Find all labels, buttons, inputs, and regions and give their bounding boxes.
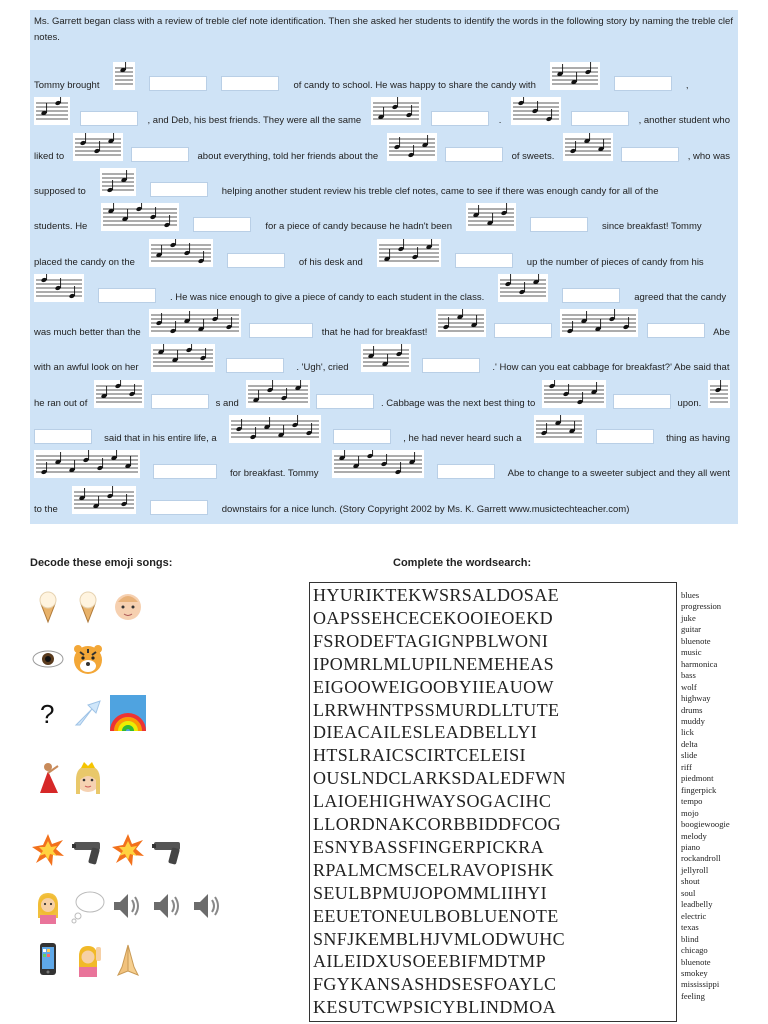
- wordsearch-word: slide: [681, 750, 698, 761]
- wordsearch-word: bass: [681, 670, 696, 681]
- answer-blank[interactable]: [431, 111, 489, 126]
- story-text: liked to: [34, 150, 65, 162]
- story-text: , who was: [687, 150, 730, 162]
- rainbow-icon: [110, 695, 146, 731]
- answer-blank[interactable]: [494, 323, 552, 338]
- answer-blank[interactable]: [437, 464, 495, 479]
- treble-staff-icon: [101, 203, 179, 231]
- story-text: about everything, told her friends about the: [197, 150, 379, 162]
- answer-blank[interactable]: [193, 217, 251, 232]
- princess-icon: [70, 760, 106, 796]
- wordsearch-word: chicago: [681, 945, 708, 956]
- story-line: [34, 239, 734, 269]
- wordsearch-word: soul: [681, 887, 696, 898]
- treble-staff-icon: [377, 239, 441, 267]
- thought-bubble-icon: [70, 888, 106, 924]
- answer-blank[interactable]: [333, 429, 391, 444]
- answer-blank[interactable]: [80, 111, 138, 126]
- story-text: helping another student review his treble clef notes, came to see if there was enough candy for all of the: [221, 185, 659, 197]
- wordsearch-word: drums: [681, 704, 703, 715]
- raised-hand-icon: [70, 941, 106, 977]
- eye-icon: [30, 641, 66, 677]
- wordsearch-row: SNFJKEMBLHJVMLODWUHC: [313, 928, 566, 949]
- wordsearch-word: music: [681, 647, 702, 658]
- wordsearch-word: juke: [681, 612, 696, 623]
- explosion-icon: [30, 832, 66, 868]
- answer-blank[interactable]: [150, 182, 208, 197]
- story-text: , another student who: [638, 115, 730, 127]
- answer-blank[interactable]: [571, 111, 629, 126]
- wordsearch-word: piano: [681, 841, 701, 852]
- emoji-song-row: [30, 695, 270, 737]
- treble-staff-icon: [332, 450, 424, 478]
- wordsearch-row: DIEACAILESLEADBELLYI: [313, 722, 538, 743]
- story-line: [34, 97, 734, 127]
- wordsearch-word: muddy: [681, 715, 705, 726]
- baby-icon: [110, 588, 146, 624]
- story-line: [34, 274, 734, 304]
- wordsearch-row: ESNYBASSFINGERPICKRA: [313, 836, 545, 857]
- wordsearch-word: bluenote: [681, 635, 711, 646]
- wordsearch-word: blues: [681, 590, 700, 600]
- wordsearch-row: LLORDNAKCORBBIDDFCOG: [313, 814, 562, 834]
- story-line: [34, 309, 734, 339]
- treble-staff-icon: [511, 97, 561, 125]
- question-mark-icon: [30, 695, 66, 731]
- story-text: to the: [34, 503, 58, 515]
- wordsearch-word: fingerpick: [681, 784, 717, 795]
- dancer-icon: [30, 760, 66, 796]
- treble-staff-icon: [34, 274, 84, 302]
- story-text: thing as having: [666, 433, 730, 444]
- tiger-icon: [70, 641, 106, 677]
- svg-text:?: ?: [40, 699, 55, 729]
- emoji-song-row: [30, 641, 270, 683]
- treble-staff-icon: [371, 97, 421, 125]
- wordsearch-word: tempo: [681, 796, 703, 807]
- story-line: [34, 486, 734, 516]
- explosion-icon: [110, 832, 146, 868]
- wordsearch-row: SEULBPMUJOPOMMLIIHYI: [313, 882, 548, 903]
- story-text: Tommy brought: [34, 80, 100, 91]
- story-text: said that in his entire life, a: [104, 433, 217, 444]
- ice-cream-icon: [30, 588, 66, 624]
- wordsearch-section-title: Complete the wordsearch:: [393, 557, 532, 569]
- wordsearch-word: wolf: [681, 681, 697, 692]
- treble-staff-icon: [72, 486, 136, 514]
- answer-blank[interactable]: [221, 76, 279, 91]
- wordsearch-word: mojo: [681, 807, 699, 818]
- wordsearch-row: RPALMCMSCELRAVOPISHK: [313, 859, 555, 880]
- treble-staff-icon: [563, 133, 613, 161]
- story-text: . He was nice enough to give a piece of candy to each student in the class.: [170, 291, 485, 303]
- wordsearch-row: OUSLNDCLARKSDALEDFWN: [313, 768, 567, 789]
- treble-staff-icon: [151, 344, 215, 372]
- story-text: of his desk and: [298, 256, 363, 268]
- wordsearch-row: AILEIDXUSOEEBIFMDTMP: [313, 951, 546, 972]
- treble-staff-icon: [542, 380, 606, 408]
- story-text: with an awful look on her: [34, 362, 139, 374]
- story-line: [34, 133, 734, 163]
- treble-staff-icon: [246, 380, 310, 408]
- treble-staff-icon: [149, 309, 241, 337]
- wordsearch-word: blind: [681, 933, 699, 944]
- story-text: Abe: [713, 327, 730, 339]
- wordsearch-word: highway: [681, 693, 711, 704]
- praying-hands-icon: [110, 941, 146, 977]
- story-text: s and: [215, 397, 239, 409]
- emoji-song-row: [30, 588, 270, 630]
- wordsearch-word: melody: [681, 830, 707, 841]
- wordsearch-word: delta: [681, 738, 698, 749]
- ice-cream-icon: [70, 588, 106, 624]
- wordsearch-row: FSRODEFTAGIGNPBLWONI: [313, 630, 549, 651]
- answer-blank[interactable]: [131, 147, 189, 162]
- story-text: . 'Ugh', cried: [296, 362, 349, 374]
- story-text: agreed that the candy: [634, 291, 727, 303]
- story-text: , he had never heard such a: [403, 433, 522, 444]
- phone-icon: [30, 941, 66, 977]
- pistol-icon: [150, 832, 186, 868]
- pistol-icon: [70, 832, 106, 868]
- wordsearch-word: piedmont: [681, 773, 714, 784]
- story-line: [34, 450, 734, 480]
- answer-blank[interactable]: [621, 147, 679, 162]
- treble-staff-icon: [361, 344, 411, 372]
- story-text: students. He: [34, 221, 88, 233]
- wordsearch-word: shout: [681, 876, 700, 887]
- answer-blank[interactable]: [153, 464, 217, 479]
- treble-staff-icon: [387, 133, 437, 161]
- treble-staff-icon: [34, 450, 140, 478]
- answer-blank[interactable]: [316, 394, 374, 409]
- wordsearch-row: EIGOOWEIGOOBYIIEAUOW: [313, 676, 554, 697]
- story-text: for breakfast. Tommy: [229, 468, 319, 480]
- wordsearch-word: boogiewoogie: [681, 819, 730, 830]
- story-text: for a piece of candy because he hadn't been: [265, 221, 453, 233]
- treble-staff-icon: [229, 415, 321, 443]
- wordsearch-word: progression: [681, 601, 722, 612]
- wordsearch-row: FGYKANSASHDSESFOAYLC: [313, 974, 557, 995]
- story-text: placed the candy on the: [34, 256, 135, 268]
- story-text: ,: [685, 80, 689, 91]
- speaker-icon: [150, 888, 186, 924]
- story-text: supposed to: [34, 185, 86, 197]
- story-text: that he had for breakfast!: [321, 327, 428, 339]
- wordsearch-row: OAPSSEHCECEKOOIEOEKD: [313, 607, 554, 628]
- wordsearch-word: lick: [681, 727, 694, 738]
- wordsearch-word: riff: [681, 761, 692, 772]
- story-line: [34, 415, 734, 445]
- treble-staff-icon: [113, 62, 135, 90]
- wordsearch-word: harmonica: [681, 658, 718, 669]
- emoji-song-row: [30, 888, 270, 930]
- story-line: [34, 380, 734, 410]
- speaker-icon: [190, 888, 226, 924]
- treble-staff-icon: [149, 239, 213, 267]
- answer-blank[interactable]: [149, 76, 207, 91]
- wordsearch-row: EEUETONEULBOBLUENOTE: [313, 905, 559, 926]
- treble-staff-icon: [534, 415, 584, 443]
- story-text: of candy to school. He was happy to share the candy with: [293, 80, 536, 91]
- answer-blank[interactable]: [614, 76, 672, 91]
- answer-blank[interactable]: [34, 429, 92, 444]
- story-text: , and Deb, his best friends. They were all the same: [147, 115, 362, 127]
- story-text: was much better than the: [34, 327, 141, 339]
- emoji-section-title: Decode these emoji songs:: [30, 557, 173, 569]
- answer-blank[interactable]: [455, 253, 513, 268]
- wordsearch-word: feeling: [681, 990, 705, 1001]
- story-text: .' How can you eat cabbage for breakfast?' Abe said that: [492, 362, 730, 374]
- speaker-icon: [110, 888, 146, 924]
- answer-blank[interactable]: [562, 288, 620, 303]
- treble-staff-icon: [560, 309, 638, 337]
- treble-staff-icon: [436, 309, 486, 337]
- story-line: [34, 62, 734, 92]
- wordsearch-row: IPOMRLMLUPILNEMEHEAS: [313, 653, 555, 674]
- story-line: [34, 203, 734, 233]
- story-line: [34, 344, 734, 374]
- emoji-song-row: [30, 941, 270, 983]
- answer-blank[interactable]: [422, 358, 480, 373]
- story-text: .: [498, 115, 502, 127]
- answer-blank[interactable]: [227, 253, 285, 268]
- story-text: upon.: [677, 397, 702, 409]
- wordsearch-word: rockandroll: [681, 853, 721, 864]
- answer-blank[interactable]: [530, 217, 588, 232]
- wordsearch-word: jellyroll: [681, 864, 709, 875]
- wordsearch-row: LRRWHNTPSSMURDLLTUTE: [313, 699, 560, 720]
- answer-blank[interactable]: [98, 288, 156, 303]
- woman-gesture-icon: [30, 888, 66, 924]
- wordsearch-word-list: [681, 590, 751, 1002]
- treble-staff-icon: [708, 380, 730, 408]
- story-text: up the number of pieces of candy from his: [526, 256, 704, 268]
- wordsearch-row: HYURIKTEKWSRSALDOSAE: [313, 585, 559, 605]
- answer-blank[interactable]: [647, 323, 705, 338]
- story-intro: Ms. Garrett began class with a review of treble clef note identification. Then she asked her students to identify the words in the following story by naming the treble clef notes.: [34, 16, 733, 43]
- answer-blank[interactable]: [151, 394, 209, 409]
- answer-blank[interactable]: [613, 394, 671, 409]
- wordsearch-row: HTSLRAICSCIRTCELEISI: [313, 745, 526, 766]
- story-text: since breakfast! Tommy: [602, 221, 702, 233]
- emoji-song-row: [30, 832, 270, 874]
- wordsearch-word: texas: [681, 922, 699, 933]
- wordsearch-row: KESUTCWPSICYBLINDMOA: [313, 997, 557, 1018]
- answer-blank[interactable]: [596, 429, 654, 444]
- treble-staff-icon: [466, 203, 516, 231]
- treble-staff-icon: [73, 133, 123, 161]
- wordsearch-word: guitar: [681, 624, 702, 635]
- wordsearch-grid: [309, 582, 677, 1022]
- wordsearch-word: bluenote: [681, 956, 711, 967]
- treble-staff-icon: [550, 62, 600, 90]
- story-text: . Cabbage was the next best thing to: [381, 397, 536, 409]
- wordsearch-word: smokey: [681, 967, 708, 978]
- answer-blank[interactable]: [445, 147, 503, 162]
- wordsearch-row: LAIOEHIGHWAYSOGACIHC: [313, 791, 552, 812]
- story-text: he ran out of: [34, 397, 88, 409]
- answer-blank[interactable]: [226, 358, 284, 373]
- answer-blank[interactable]: [150, 500, 208, 515]
- story-text: Abe to change to a sweeter subject and they all went: [507, 468, 730, 480]
- wordsearch-word: mississippi: [681, 979, 720, 990]
- answer-blank[interactable]: [249, 323, 313, 338]
- wordsearch-word: leadbelly: [681, 899, 713, 910]
- story-panel: [30, 10, 738, 524]
- story-text: of sweets.: [511, 150, 555, 162]
- wordsearch-word: electric: [681, 910, 707, 921]
- treble-staff-icon: [100, 168, 136, 196]
- treble-staff-icon: [94, 380, 144, 408]
- story-text: downstairs for a nice lunch. (Story Copyright 2002 by Ms. K. Garrett www.musictechteacher.com): [221, 503, 630, 515]
- treble-staff-icon: [34, 97, 70, 125]
- story-line: [34, 168, 734, 198]
- emoji-song-row: [30, 760, 270, 802]
- arrow-icon: [70, 695, 106, 731]
- treble-staff-icon: [498, 274, 548, 302]
